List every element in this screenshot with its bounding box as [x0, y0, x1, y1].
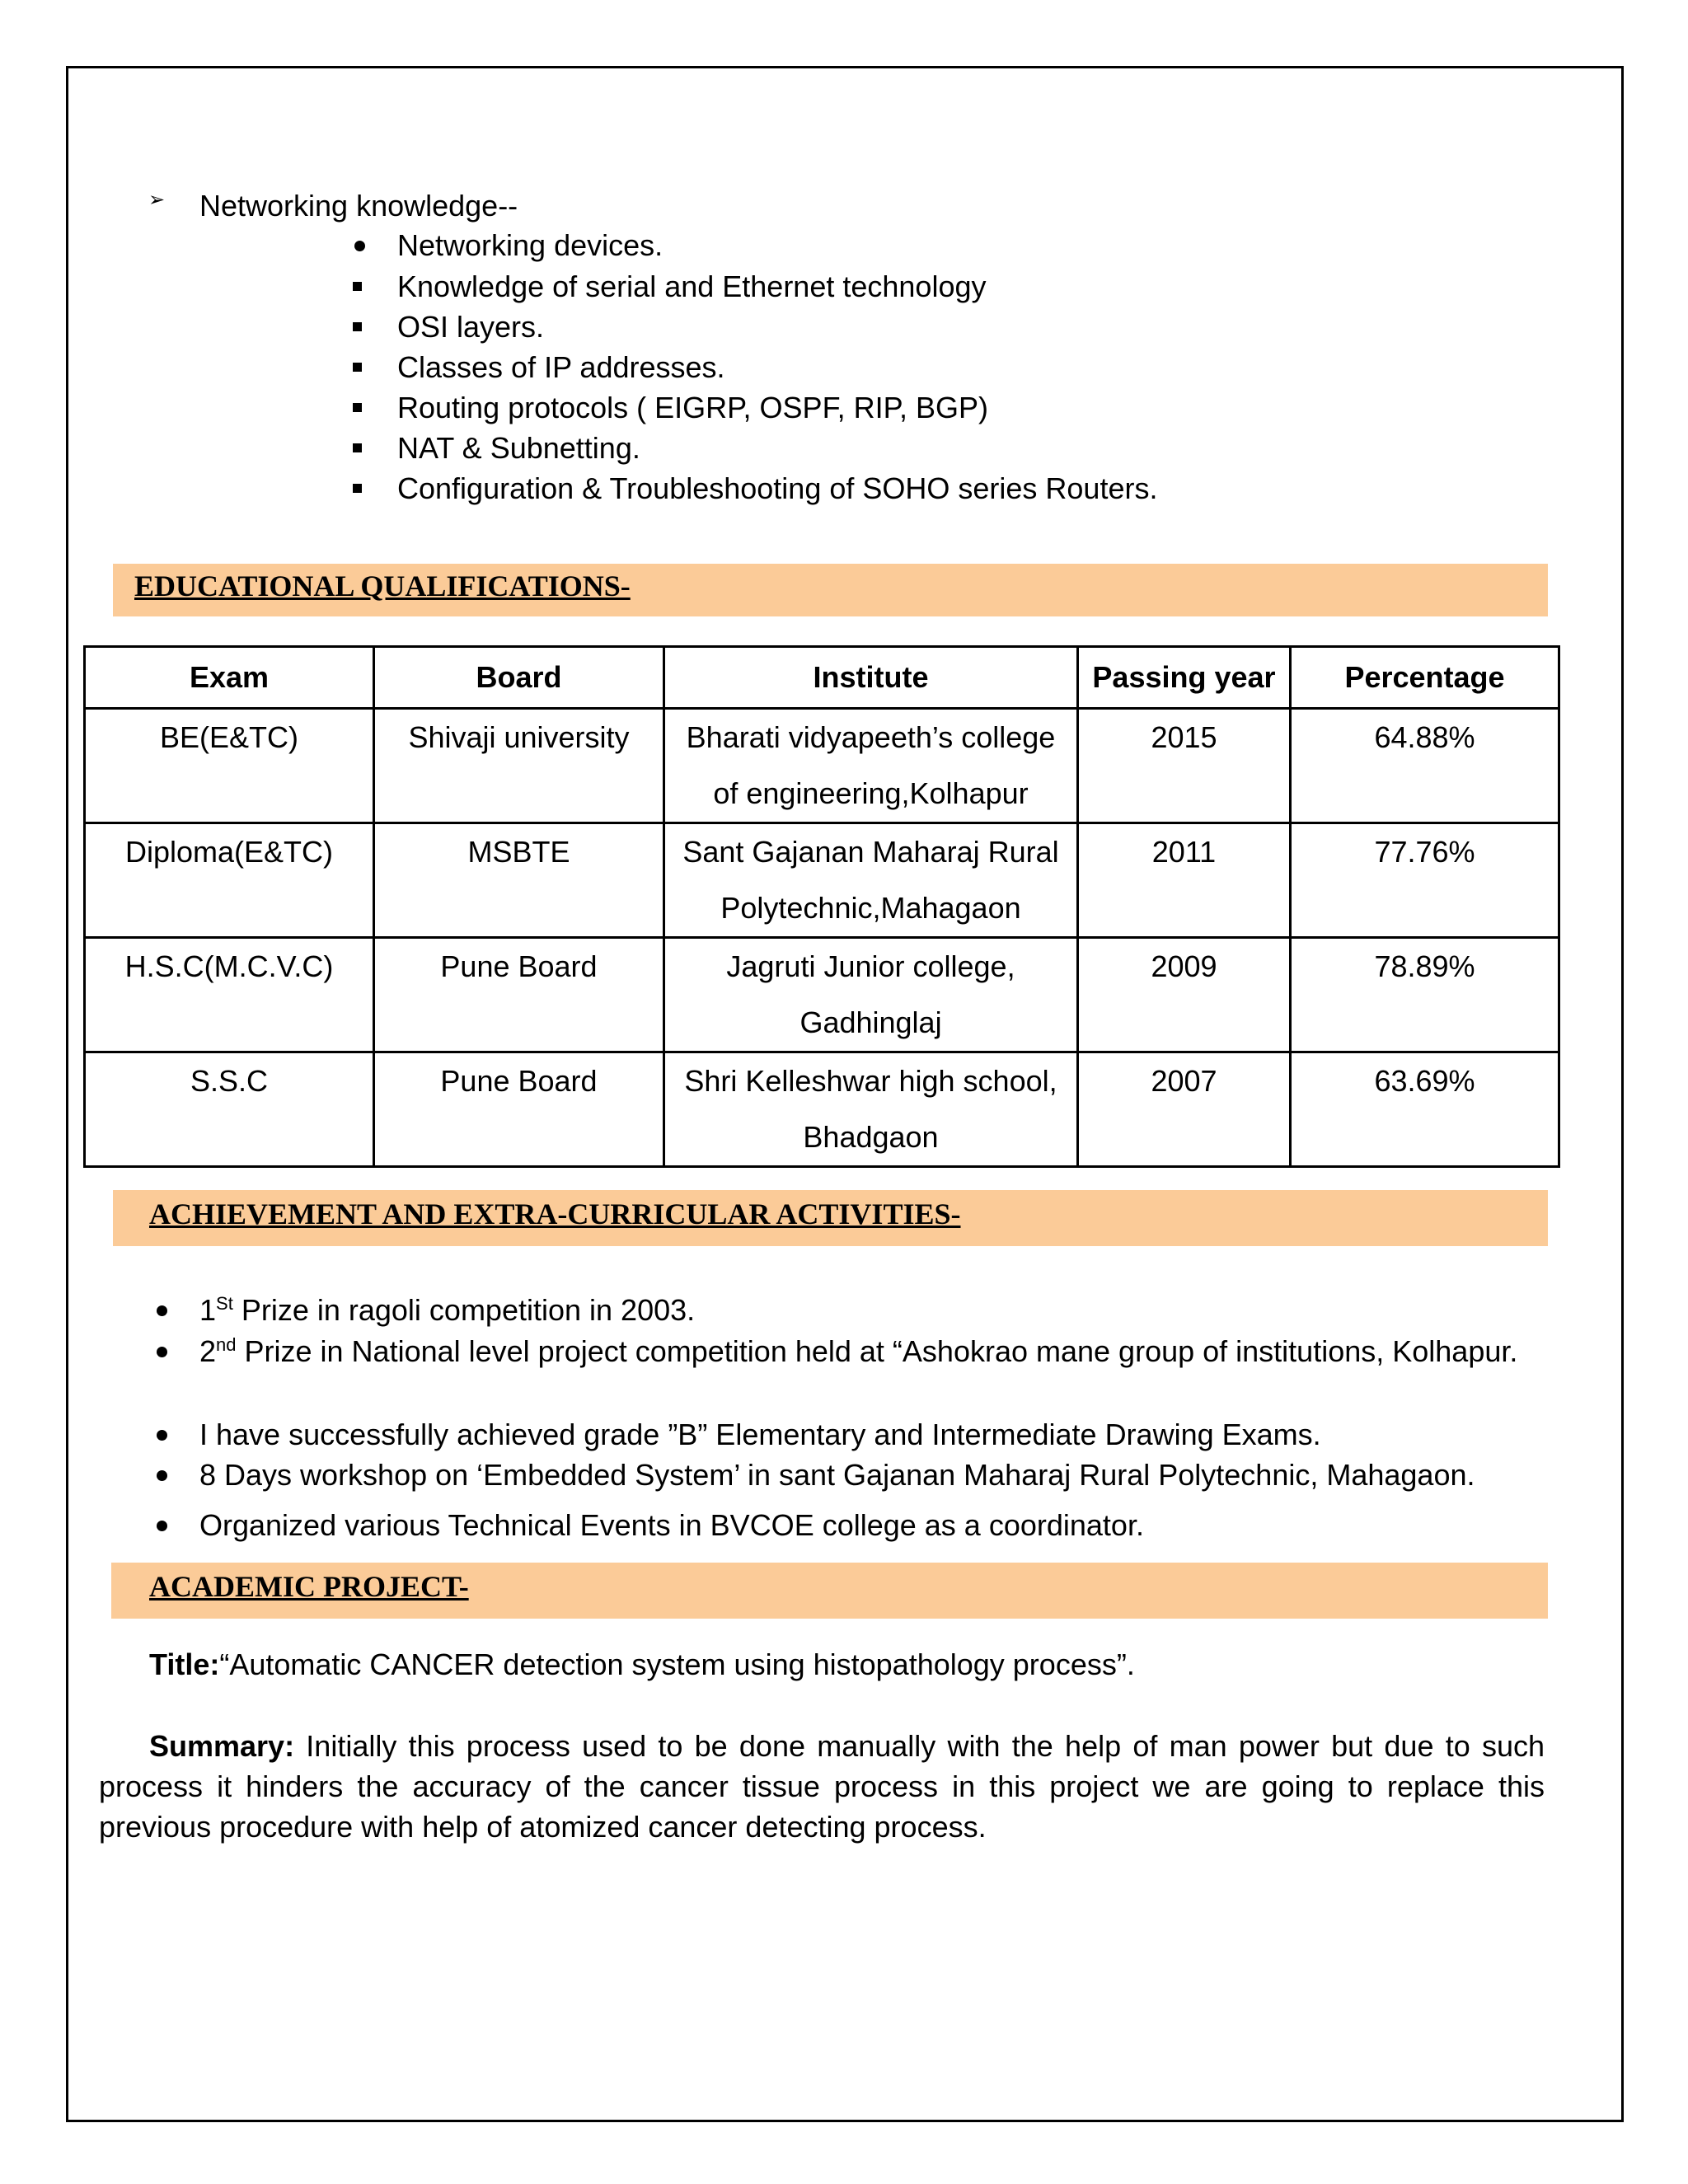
- round-bullet-icon: [157, 1521, 167, 1535]
- table-header-row: [85, 647, 1559, 709]
- institute-line: Sant Gajanan Maharaj Rural: [682, 835, 1059, 869]
- networking-item: Networking devices.: [397, 228, 663, 262]
- table-row: [85, 709, 1559, 823]
- networking-item: Classes of IP addresses.: [397, 350, 725, 384]
- cell-year: 2011: [1078, 823, 1291, 938]
- cell-board: Shivaji university: [374, 709, 664, 823]
- round-bullet-icon: [157, 1305, 167, 1320]
- arrow-bullet-icon: ➢: [148, 189, 166, 211]
- achievement-item: I have successfully achieved grade ”B” Elementary and Intermediate Drawing Exams.: [199, 1418, 1321, 1451]
- networking-item: Configuration & Troubleshooting of SOHO series Routers.: [397, 471, 1158, 505]
- institute-line: Polytechnic,Mahagaon: [720, 891, 1021, 925]
- cell-board: Pune Board: [374, 1052, 664, 1167]
- achievement-item: Organized various Technical Events in BVCOE college as a coordinator.: [199, 1508, 1144, 1542]
- cell-year: 2009: [1078, 938, 1291, 1052]
- round-bullet-icon: [354, 241, 365, 255]
- cell-exam: BE(E&TC): [85, 709, 374, 823]
- round-bullet-icon: [157, 1470, 167, 1485]
- square-bullet-icon: [353, 321, 362, 335]
- education-table: [83, 645, 1560, 1168]
- project-title-line: [149, 1646, 1135, 1684]
- cell-exam: Diploma(E&TC): [85, 823, 374, 938]
- institute-line: Bhadgaon: [803, 1120, 939, 1154]
- achievement-item: 1St Prize in ragoli competition in 2003.: [199, 1293, 696, 1327]
- cell-exam: H.S.C(M.C.V.C): [85, 938, 374, 1052]
- institute-line: of engineering,Kolhapur: [713, 776, 1029, 810]
- education-section-title: EDUCATIONAL QUALIFICATIONS-: [134, 569, 631, 602]
- column-header-percentage: Percentage: [1291, 647, 1559, 709]
- project-summary-text: Initially this process used to be done manually with the help of man power but due to such process it hinders the accuracy of the cancer tissue process in this project we are going to replace this previous procedure with help of atomized cancer detecting process.: [99, 1729, 1545, 1844]
- square-bullet-icon: [353, 361, 362, 376]
- cell-year: 2007: [1078, 1052, 1291, 1167]
- project-section-title: ACADEMIC PROJECT-: [149, 1570, 469, 1603]
- cell-exam: S.S.C: [85, 1052, 374, 1167]
- cell-institute: [664, 709, 1078, 823]
- column-header-passing-year: Passing year: [1078, 647, 1291, 709]
- square-bullet-icon: [353, 280, 362, 295]
- cell-board: MSBTE: [374, 823, 664, 938]
- square-bullet-icon: [353, 442, 362, 457]
- table-row: [85, 938, 1559, 1052]
- achievements-section-title: ACHIEVEMENT AND EXTRA-CURRICULAR ACTIVITIES-: [149, 1197, 961, 1230]
- achievement-item: 8 Days workshop on ‘Embedded System’ in sant Gajanan Maharaj Rural Polytechnic, Mahagaon.: [199, 1458, 1475, 1492]
- cell-board: Pune Board: [374, 938, 664, 1052]
- column-header-institute: Institute: [664, 647, 1078, 709]
- institute-line: Gadhinglaj: [799, 1005, 942, 1039]
- square-bullet-icon: [353, 482, 362, 497]
- institute-line: Jagruti Junior college,: [726, 949, 1015, 983]
- cell-institute: [664, 1052, 1078, 1167]
- cell-percentage: 63.69%: [1291, 1052, 1559, 1167]
- networking-item: NAT & Subnetting.: [397, 431, 640, 465]
- networking-item: Routing protocols ( EIGRP, OSPF, RIP, BGP): [397, 391, 988, 424]
- table-row: [85, 1052, 1559, 1167]
- networking-item: OSI layers.: [397, 310, 545, 344]
- cell-percentage: 64.88%: [1291, 709, 1559, 823]
- square-bullet-icon: [353, 401, 362, 416]
- institute-line: Bharati vidyapeeth’s college: [686, 720, 1056, 754]
- cell-year: 2015: [1078, 709, 1291, 823]
- round-bullet-icon: [157, 1347, 167, 1361]
- institute-line: Shri Kelleshwar high school,: [684, 1064, 1057, 1098]
- networking-heading: Networking knowledge--: [199, 189, 518, 223]
- project-summary: [99, 1726, 1545, 1847]
- project-summary-label: Summary:: [149, 1729, 295, 1763]
- cell-institute: [664, 823, 1078, 938]
- round-bullet-icon: [157, 1430, 167, 1445]
- table-row: [85, 823, 1559, 938]
- cell-institute: [664, 938, 1078, 1052]
- project-title-label: Title:: [149, 1647, 220, 1681]
- project-title-text: “Automatic CANCER detection system using histopathology process”.: [219, 1647, 1135, 1681]
- cell-percentage: 77.76%: [1291, 823, 1559, 938]
- achievement-item: 2nd Prize in National level project competition held at “Ashokrao mane group of institutions, Kolhapur.: [199, 1334, 1518, 1368]
- column-header-board: Board: [374, 647, 664, 709]
- networking-item: Knowledge of serial and Ethernet technology: [397, 269, 987, 303]
- column-header-exam: Exam: [85, 647, 374, 709]
- cell-percentage: 78.89%: [1291, 938, 1559, 1052]
